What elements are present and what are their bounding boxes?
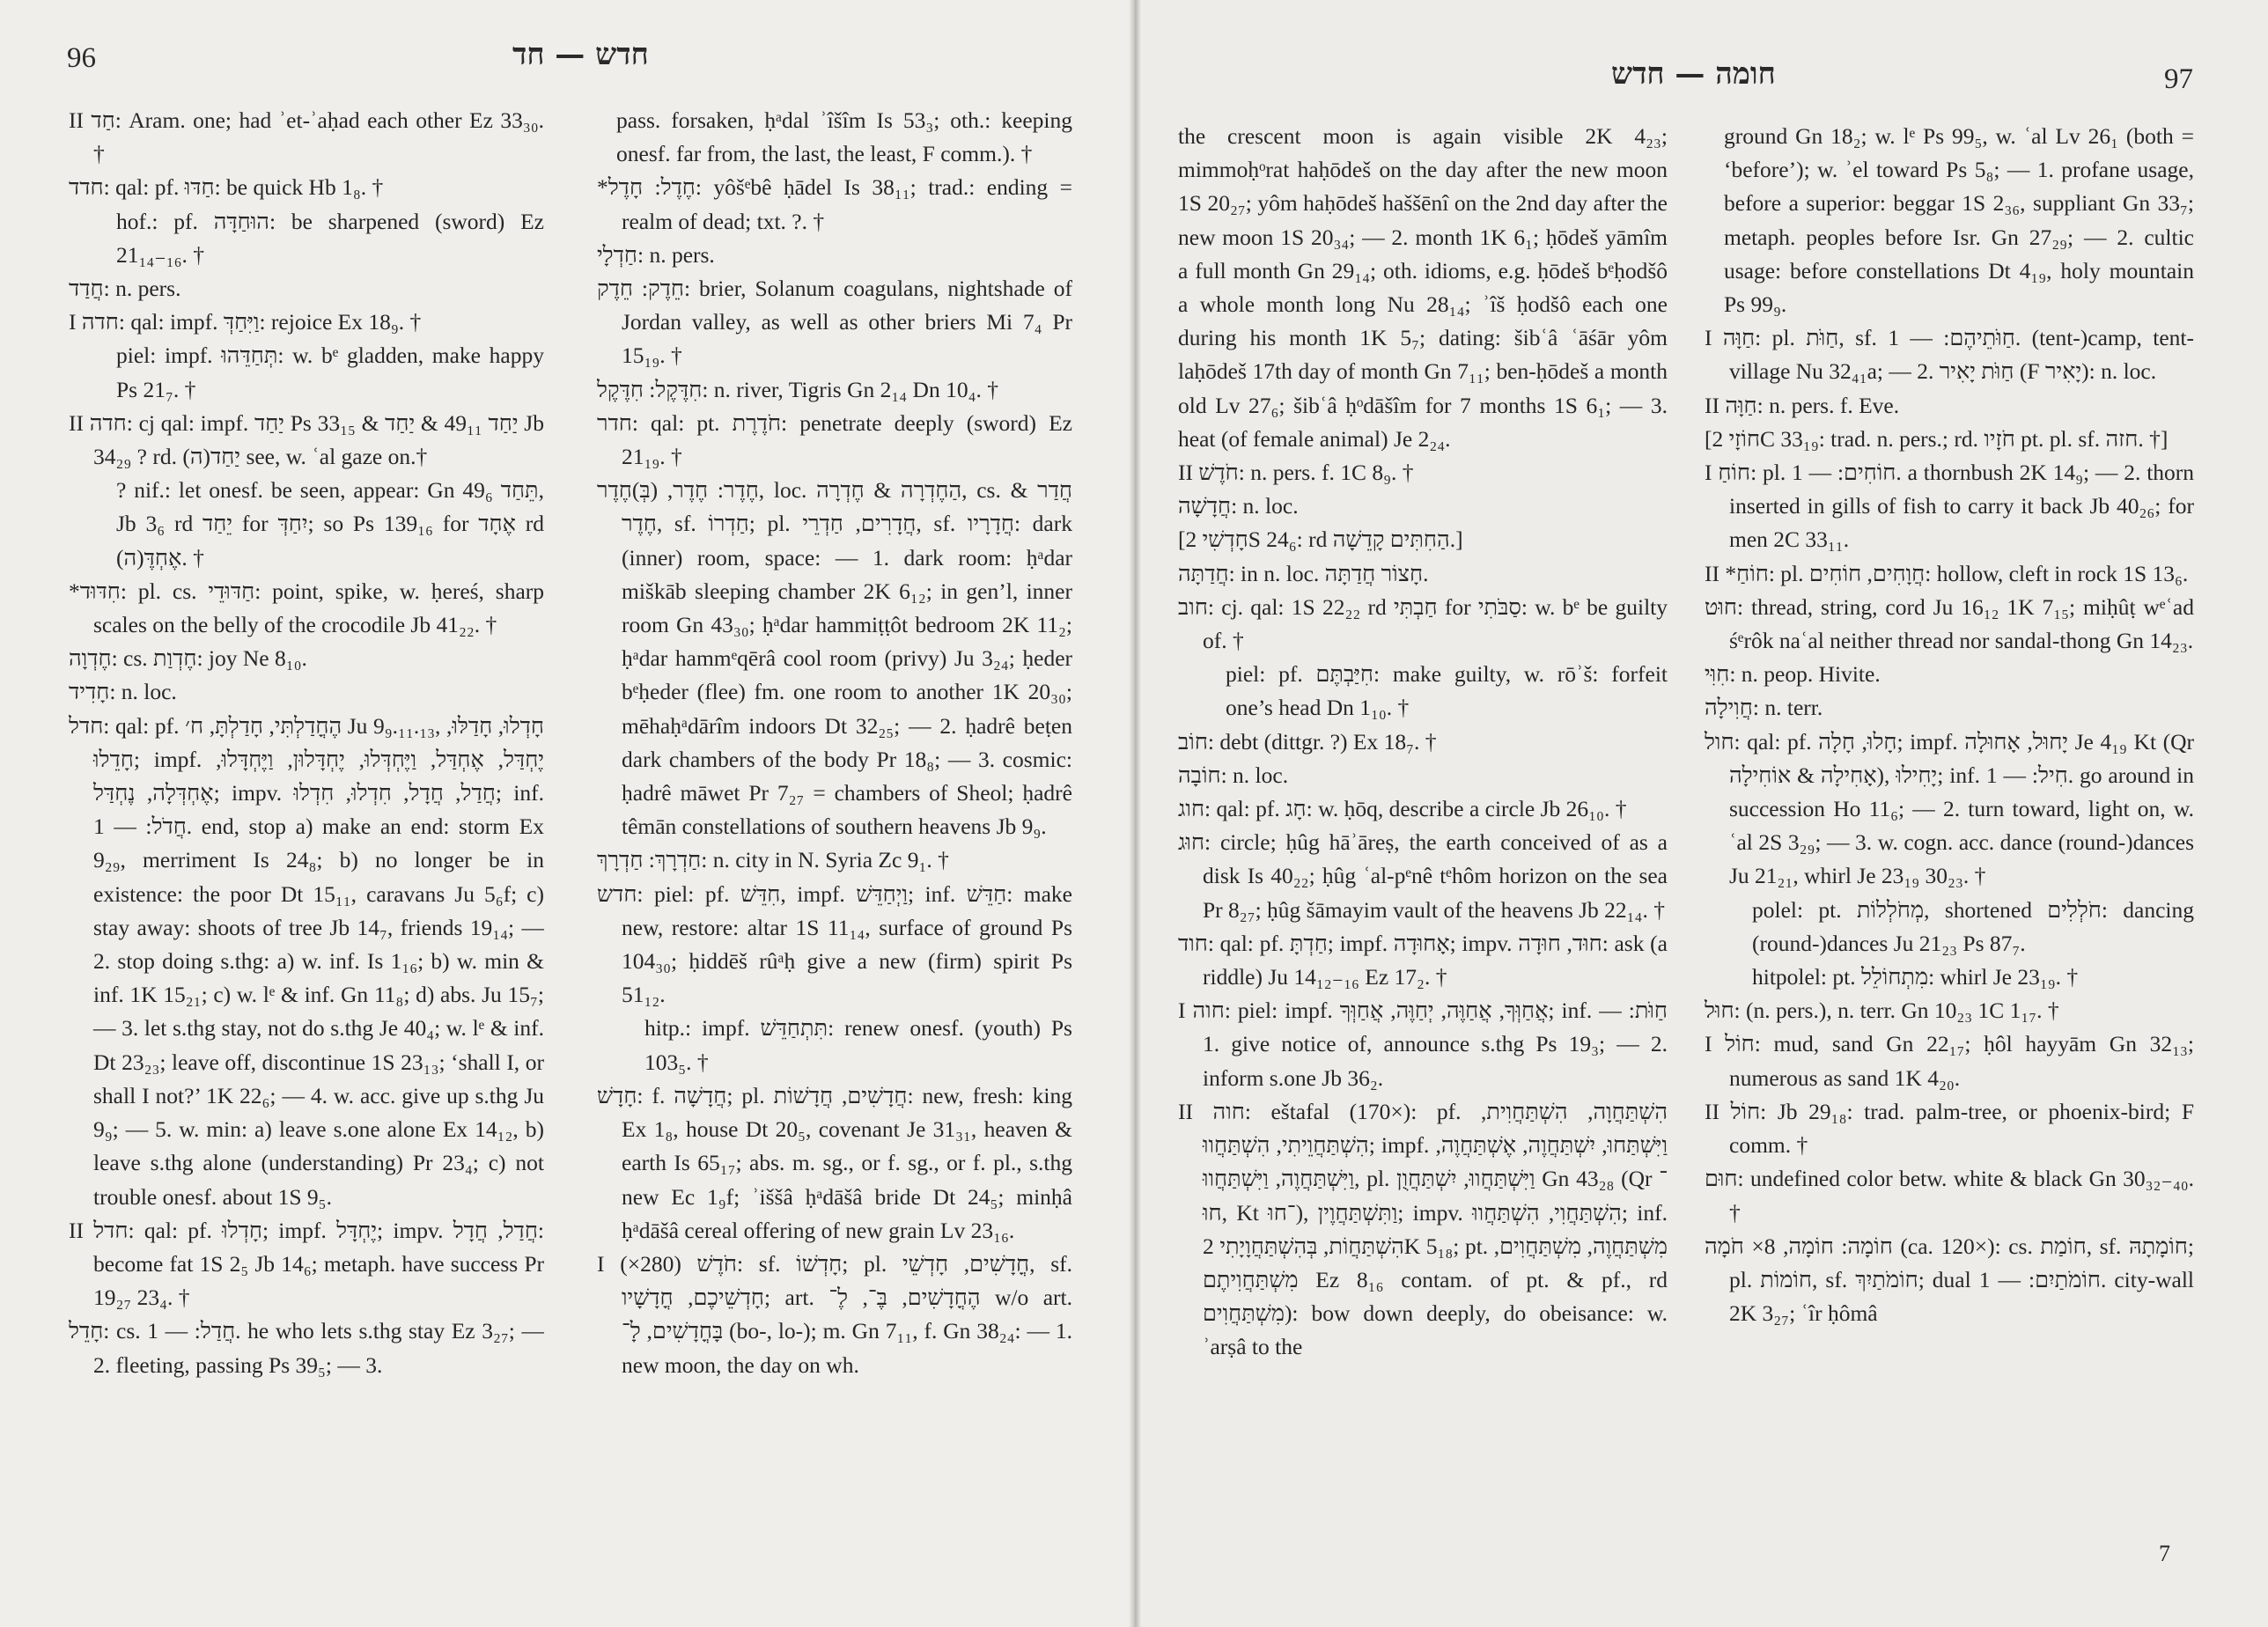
dictionary-entry: חִוִּי: n. peop. Hivite. bbox=[1705, 661, 1881, 688]
dictionary-entry: חָדִיד: n. loc. bbox=[69, 679, 177, 705]
dictionary-entry: חוֹב: debt (dittgr. ?) Ex 18₇. † bbox=[1178, 728, 1437, 755]
dictionary-entry: חֵדֶק: חֵדֶק: brier, Solanum coagulans, nightshade of Jordan valley, as well as other briers Mi 7₄ Pr 15₁₉. † bbox=[597, 276, 1072, 369]
dictionary-entry: חֲדַד: n. pers. bbox=[69, 276, 181, 302]
dictionary-entry: II חַד: Aram. one; had ʾet-ʾaḥad each other Ez 33₃₀. † bbox=[69, 107, 544, 167]
dictionary-entry: *חִדּוּד: pl. cs. חַדּוּדֵי: point, spike, w. ḥereś, sharp scales on the belly of the crocodile Jb 41₂₂. † bbox=[69, 578, 544, 638]
dictionary-continuation: pass. forsaken, ḥᵃdal ʾîšîm Is 53₃; oth.: keeping onesf. far from, the last, the least, F comm.). † bbox=[616, 107, 1072, 167]
running-head: חומה — חדש bbox=[1611, 56, 1776, 92]
dictionary-entry: חִדֶּקֶל: חִדֶּקֶל: n. river, Tigris Gn 2₁₄ Dn 10₄. † bbox=[597, 376, 998, 402]
dictionary-entry: חֶדְוָה: cs. חֶדְוַת: joy Ne 8₁₀. bbox=[69, 645, 307, 672]
dictionary-continuation: ground Gn 18₂; w. lᵉ Ps 99₅, w. ʿal Lv 26₁ (both = ‘before’); w. ʾel toward Ps 5₈; — 1. profane usage, before a superior: beggar 1S 2₃₆, suppliant Gn 33₇; metaph. peoples before Isr. Gn 27₂₉; — 2. cultic usage: before constellations Dt 4₁₉, holy mountain Ps 99₉. bbox=[1724, 123, 2194, 318]
dictionary-entry: I חדה: qal: impf. וַיִּחַדְּ: rejoice Ex 18₉. † bbox=[69, 309, 422, 335]
column-2 bbox=[597, 104, 1072, 1382]
dictionary-entry: I חֹדֶשׁ (280×): sf. חָדְשׁוֹ; pl. חֳדָשִׁים, חָדְשֵׁי, sf. חָדְשֵׁיכֶם, חֳדָשָׁיו; art. הֶחֳדָשִׁים, בֶּ־, לֶ־ w/o art. בָּחֳדָשִׁים, לָ־ (bo-, lo-); m. Gn 7₁₁, f. Gn 38₂₄: — 1. new moon, the day on wh. bbox=[597, 1250, 1072, 1378]
dictionary-entry: II חֹדֶשׁ: n. pers. f. 1C 8₉. † bbox=[1178, 460, 1414, 486]
dictionary-entry: II חוה: eštafal (170×): pf. הִשְׁתַּחֲוָה, הִשְׁתַּחֲוִית, הִשְׁתַּחֲוֵיתִי, הִשְׁתַּחֲווּ; impf. וַיִּשְׁתַּחוּ, יִשְׁתַּחֲוֶה, אֶשְׁתַּחֲוֶה, וַיִּשְׁתַּחֲוֶה, וַיִּשְׁתַּחֲווּ, pl. וַיִּשְׁתַּחֲווּ, יִשְׁתַּחֲוֻן Gn 43₂₈ (Qr ־חוּ, Kt ־חוּ), וַתִּשְׁתַּחֲוֶין; impv. הִשְׁתַּחֲוִי, הִשְׁתַּחֲווּ; inf. הִשְׁתַּחֲוֹת, בְּהִשְׁתַּחֲוָיָתִי 2K 5₁₈; pt. מִשְׁתַּחֲוֶה, מִשְׁתַּחֲוִים, מִשְׁתַּחֲוִיתֶם Ez 8₁₆ contam. of pt. & pf., rd מִשְׁתַּחֲוִים): bow down deeply, do obeisance: w. ʾarṣâ to the bbox=[1178, 1098, 1668, 1360]
dictionary-entry: חֲדָשָׁה: n. loc. bbox=[1178, 493, 1299, 519]
left-page bbox=[0, 0, 1129, 1627]
dictionary-entry: I חוֹל: mud, sand Gn 22₁₇; ḥôl hayyām Gn 32₁₃; numerous as sand 1K 4₂₀. bbox=[1705, 1031, 2194, 1091]
book-gutter bbox=[1129, 0, 1141, 1627]
dictionary-entry: II חַוָּה: n. pers. f. Eve. bbox=[1705, 392, 1900, 418]
dictionary-entry: II *חוֹחַ: pl. חֲוָחִים, חוֹחִים: hollow, cleft in rock 1S 13₆. bbox=[1705, 560, 2189, 586]
dictionary-entry: חול: qal: pf. חָלוּ, חָלָה; impf. יָחוּל, אָחוּלָה Je 4₁₉ Kt (Qr אָחִילָה & אוֹחִילָה), יָחִילוּ; inf. חִיל: — 1. go around in succession Ho 11₆; — 2. turn toward, light on, w. ʿal 2S 3₂₉; — 3. w. cogn. acc. dance (round-)dances Ju 21₂₁, whirl Je 23₁₉ 30₂₃. † bbox=[1705, 728, 2194, 889]
dictionary-entry: חוב: cj. qal: 1S 22₂₂ rd חַבְתִּי for סַבֹּתִי: w. bᵉ be guilty of. † bbox=[1178, 593, 1668, 654]
dictionary-entry: חַדְרָךְ: חַדְרָךְ: n. city in N. Syria Zc 9₁. † bbox=[597, 847, 949, 873]
dictionary-entry: חוֹבָה: n. loc. bbox=[1178, 762, 1289, 788]
dictionary-entry: חדל: qal: pf. הֶחֳדַלְתִּי, חָדַלְתָּ, ח׳ Ju 9₉.₁₁.₁₃, חָדְלוּ, חָדַלּוּ, חָדֵלוּ; impf. יֶחְדַּל, אֶחְדַּל, וַיֶּחְדְּלוּ, יֶחְדָּלוּן, וַיֶּחְדָּלוּ, אֶחְדְּלָה, נֶחְדַּל; impv. חֲדַל, חֲדָל, חִדְלוּ, חִדְלוּ; inf. חֲדֹל: — 1. end, stop a) make an end: storm Ex 9₂₉, merriment Is 24₈; b) no longer be in existence: the poor Dt 15₁₁, caravans Ju 5₆f; c) stay away: shoots of tree Jb 14₇, friends 19₁₄; — 2. stop doing s.thg: a) w. inf. Is 1₁₆; b) w. min & inf. 1K 15₂₁; c) w. lᵉ & inf. Gn 11₈; d) abs. Ju 15₇; — 3. let s.thg stay, not do s.thg Je 40₄; w. lᵉ & inf. Dt 23₂₃; leave off, discontinue 1S 23₁₃; ‘shall I, or shall I not?’ 1K 22₆; — 4. w. acc. give up s.thg Ju 9₉; — 5. w. min: a) leave s.one alone Ex 14₁₂, b) leave s.thg alone (understanding) Pr 23₄; c) not trouble onesf. about 1S 9₅. bbox=[69, 712, 544, 1210]
dictionary-subentry: polel: pt. מְחֹלְלוֹת, shortened חֹלְלִים: dancing (round-)dances Ju 21₂₃ Ps 87₇. bbox=[1752, 896, 2194, 956]
dictionary-entry: I חַוָּה: pl. חַוֹּת, sf. חַוֹּתֵיהֶם: — 1. (tent-)camp, tent-village Nu 32₄₁a; — 2. חַוֹּת יָאִיר (F יָאִיר): n. loc. bbox=[1705, 325, 2194, 385]
dictionary-entry: חוּג: circle; ḥûg hāʾāreṣ, the earth conceived of as a disk Is 40₂₂; ḥûg ʿal-pᵉnê tᵉhôm horizon on the sea Pr 8₂₇; ḥûg šāmayim vault of the heavens Jb 22₁₄. † bbox=[1178, 829, 1668, 923]
dictionary-subentry: ? nif.: let onesf. be seen, appear: Gn 49₆ תֵּחַד, Jb 3₆ rd יֵחַד for יִחַדְּ; so Ps 139₁₆ for אֶחָד rd אֶחְדֶּ(ה). † bbox=[116, 477, 544, 571]
dictionary-entry: חֲוִילָה: n. terr. bbox=[1705, 695, 1823, 721]
dictionary-entry: [חָדְשִׁי 2S 24₆: rd הַחִתִּים קָדֵשָׁה.] bbox=[1178, 526, 1463, 553]
column-1 bbox=[1178, 120, 1668, 1365]
dictionary-entry: חדד: qal: pf. חַדּוּ: be quick Hb 1₈. † bbox=[69, 174, 384, 201]
running-head: חדש — חד bbox=[512, 37, 649, 72]
dictionary-entry: I חוה: piel: impf. אֲחַוְּךָ, אֲחַוֶּה, יְחַוֶּה, אֲחַוְּךָ; inf. חַוֹּת: — 1. give notice of, announce s.thg Ps 19₃; — 2. inform s.one Jb 36₂. bbox=[1178, 998, 1668, 1091]
dictionary-entry: II חוֹל: Jb 29₁₈: trad. palm-tree, or phoenix-bird; F comm. † bbox=[1705, 1098, 2194, 1159]
dictionary-entry: חֲדַתָּה: in n. loc. חָצוֹר חֲדַתָּה. bbox=[1178, 560, 1429, 586]
footer-number: 7 bbox=[2159, 1541, 2170, 1566]
dictionary-entry: חוֹמָה: חוֹמָה, 8× חֹמָה (ca. 120×): cs. חוֹמַת, sf. חוֹמָתָהּ; pl. חוֹמוֹת, sf. חוֹמֹתַיִךְ; dual חוֹמֹתַיִם: — 1. city-wall 2K 3₂₇; ʿîr ḥômâ bbox=[1705, 1233, 2194, 1327]
right-page bbox=[1141, 0, 2268, 1627]
column-2 bbox=[1705, 120, 2194, 1330]
dictionary-entry: חָדָשׁ: f. חֲדָשָׁה; pl. חֲדָשִׁים, חֲדָשׁוֹת: new, fresh: king Ex 1₈, house Dt 20₅, covenant Je 31₃₁, heaven & earth Is 65₁₇; abs. m. sg., or f. sg., or f. pl., s.thg new Ec 1₉f; ʾiššâ ḥᵃdāšâ bride Dt 24₅; minḥâ ḥᵃdāšâ cereal offering of new grain Lv 23₁₆. bbox=[597, 1082, 1072, 1243]
dictionary-subentry: hitpolel: pt. מִתְחוֹלֵל: whirl Je 23₁₉. † bbox=[1752, 964, 2079, 990]
dictionary-entry: II חדה: cj qal: impf. יַחַד Ps 33₁₅ & יַחַד 49₁₁ & יַחַד Jb 34₂₉ ? rd. (ה)יַחַד see, w. ʿal gaze on.† bbox=[69, 409, 544, 470]
dictionary-entry: חַדְלָי: n. pers. bbox=[597, 241, 715, 268]
page-number: 96 bbox=[67, 42, 96, 74]
dictionary-entry: חדש: piel: pf. חִדֵּשׁ, impf. וַיְחַדֵּשׁ; inf. חַדֵּשׁ: make new, restore: altar 1S 11₁₄, surface of ground Ps 104₃₀; ḥiddēš rûᵃḥ give a new (firm) spirit Ps 51₁₂. bbox=[597, 880, 1072, 1008]
dictionary-entry: II חדל: qal: pf. חָדְלוּ; impf. יֶחְדָּל; impv. חֲדַל, חֲדָל: become fat 1S 2₅ Jb 14₆; metaph. have success Pr 19₂₇ 23₄. † bbox=[69, 1217, 544, 1311]
column-1 bbox=[69, 104, 544, 1382]
dictionary-entry: חָדֵל: cs. חֲדַל: — 1. he who lets s.thg stay Ez 3₂₇; — 2. fleeting, passing Ps 39₅; — 3. bbox=[69, 1318, 544, 1378]
dictionary-entry: I חוֹחַ: pl. חוֹחִים: — 1. a thornbush 2K 14₉; — 2. thorn inserted in gills of fish to carry it back Jb 40₂₆; for men 2C 33₁₁. bbox=[1705, 460, 2194, 553]
dictionary-entry: חֶדֶר: חֶדֶר, (בְּ)חֶדֶר, loc. הַחֶדְרָה & חֶדְרָה, cs. חֲדַר & חֶדֶר, sf. חַדְרוֹ; pl. חֲדָרִים, חַדְרֵי, sf. חֲדָרָיו: dark (inner) room, space: — 1. dark room: ḥᵃdar miškāb sleeping chamber 2K 6₁₂; in gen’l, inner room Gn 43₃₀; ḥᵃdar hammiṭṭôt bedroom 2K 11₂; ḥᵃdar hammᵉqērâ cool room (privy) Ju 3₂₄; ḥeder bᵉḥeder (flee) fm. one room to another 1K 20₃₀; mēhaḥᵃdārîm indoors Dt 32₂₅; — 2. ḥadrê beṭen dark chambers of the body Pr 18₈; — 3. cosmic: ḥadrê māwet Pr 7₂₇ = chambers of Sheol; ḥadrê têmān constellations of southern heavens Jb 9₉. bbox=[597, 477, 1072, 840]
dictionary-continuation: the crescent moon is again visible 2K 4₂₃; mimmoḥᵒrat haḥōdeš on the day after the new moon 1S 20₂₇; yôm haḥōdeš haššēnî on the 2nd day after the new moon 1S 20₃₄; — 2. month 1K 6₁; ḥōdeš yāmîm a full month Gn 29₁₄; oth. idioms, e.g. ḥōdeš bᵉḥodšô a whole month long Nu 28₁₄; ʾîš ḥodšô each one during his month 1K 5₇; dating: šibʿâ ʿāśār yôm laḥōdeš 17th day of month Gn 7₁₁; ben-ḥōdeš a month old Lv 27₆; šibʿâ ḥᵒdāšîm for 7 months 1S 6₁; — 3. heat (of female animal) Je 2₂₄. bbox=[1178, 123, 1668, 452]
dictionary-subentry: piel: pf. חִיַּבְתֶּם: make guilty, w. rōʾš: forfeit one’s head Dn 1₁₀. † bbox=[1226, 661, 1668, 721]
dictionary-entry: חוד: qal: pf. חַדְתָּ; impf. אָחוּדָה; impv. חוּד, חוּדָה: ask (a riddle) Ju 14₁₂₋₁₆ Ez 17₂. † bbox=[1178, 930, 1668, 990]
dictionary-entry: חדר: qal: pt. חֹדֶרֶת: penetrate deeply (sword) Ez 21₁₉. † bbox=[597, 409, 1072, 470]
dictionary-subentry: piel: impf. תְּחַדֵּהוּ: w. bᵉ gladden, make happy Ps 21₇. † bbox=[116, 342, 544, 402]
dictionary-entry: חוג: qal: pf. חָג: w. ḥōq, describe a circle Jb 26₁₀. † bbox=[1178, 796, 1627, 822]
dictionary-entry: חוּט: thread, string, cord Ju 16₁₂ 1K 7₁₅; miḥûṭ wᵉʿad śᵉrôk naʿal neither thread nor sandal-thong Gn 14₂₃. bbox=[1705, 593, 2194, 654]
dictionary-subentry: hitp.: impf. תִּתְחַדֵּשׁ: renew onesf. (youth) Ps 103₅. † bbox=[644, 1015, 1072, 1075]
page-number: 97 bbox=[2164, 63, 2193, 95]
dictionary-entry: *חֶדֶל: חָדֶל: yôšᵉbê ḥādel Is 38₁₁; trad.: ending = realm of dead; txt. ?. † bbox=[597, 174, 1072, 234]
dictionary-subentry: hof.: pf. הוּחַדָּה: be sharpened (sword) Ez 21₁₄₋₁₆. † bbox=[116, 208, 544, 268]
dictionary-entry: [חוֹזָי 2C 33₁₉: trad. n. pers.; rd. חֹזָיו pt. pl. sf. חזה. †] bbox=[1705, 425, 2169, 452]
dictionary-entry: חוּל: (n. pers.), n. terr. Gn 10₂₃ 1C 1₁₇. † bbox=[1705, 998, 2059, 1024]
dictionary-entry: חוּם: undefined color betw. white & black Gn 30₃₂₋₄₀. † bbox=[1705, 1166, 2194, 1226]
